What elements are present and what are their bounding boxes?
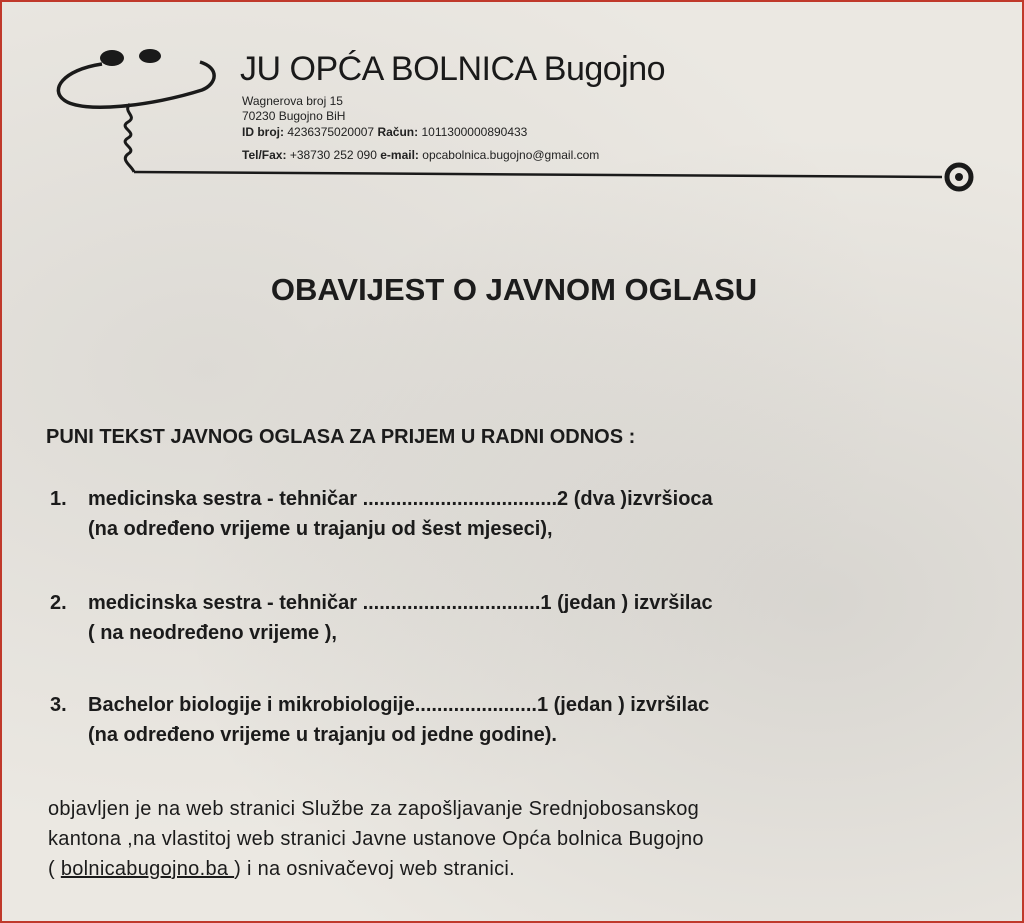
notice-subtitle: PUNI TEKST JAVNOG OGLASA ZA PRIJEM U RADNI ODNOS : bbox=[46, 426, 636, 448]
item-position: medicinska sestra - tehničar ................................1 (jedan ) izvršilac bbox=[88, 592, 713, 614]
item-position: Bachelor biologije i mikrobiologije......................1 (jedan ) izvršilac bbox=[88, 694, 710, 716]
id-label: ID broj: bbox=[242, 125, 284, 139]
contact-line bbox=[242, 149, 599, 162]
list-item bbox=[50, 588, 713, 648]
list-item bbox=[50, 484, 713, 544]
item-terms: (na određeno vrijeme u trajanju od jedne godine). bbox=[88, 724, 557, 746]
item-terms: (na određeno vrijeme u trajanju od šest mjeseci), bbox=[88, 518, 553, 540]
item-number: 3. bbox=[50, 694, 67, 716]
website-link[interactable]: bolnicabugojno.ba bbox=[60, 858, 235, 880]
email-value: opcabolnica.bugojno@gmail.com bbox=[422, 148, 600, 162]
item-position: medicinska sestra - tehničar ...................................2 (dva )izvršioca bbox=[88, 488, 713, 510]
footer-line-2: kantona ,na vlastitoj web stranici Javne ustanove Opća bolnica Bugojno bbox=[48, 828, 704, 850]
notice-title: OBAVIJEST O JAVNOM OGLASU bbox=[270, 272, 758, 307]
item-number: 2. bbox=[50, 592, 67, 614]
account-value: 1011300000890433 bbox=[421, 125, 528, 139]
id-value: 4236375020007 bbox=[287, 125, 375, 139]
address-line-1: Wagnerova broj 15 bbox=[242, 94, 343, 108]
account-label: Račun: bbox=[377, 125, 419, 139]
email-label: e-mail: bbox=[380, 148, 419, 162]
footer-paragraph bbox=[48, 794, 998, 884]
list-item bbox=[50, 690, 709, 750]
footer-line-3 bbox=[48, 854, 998, 884]
address-line-2: 70230 Bugojno BiH bbox=[242, 109, 346, 123]
phone-label: Tel/Fax: bbox=[242, 148, 287, 162]
footer-post: ) i na osnivačevoj web stranici. bbox=[234, 858, 515, 880]
item-number: 1. bbox=[50, 488, 67, 510]
item-terms: ( na neodređeno vrijeme ), bbox=[88, 622, 337, 644]
phone-value: +38730 252 090 bbox=[289, 148, 377, 162]
id-account-line bbox=[242, 126, 527, 139]
hospital-name: JU OPĆA BOLNICA Bugojno bbox=[240, 50, 666, 88]
footer-pre: ( bbox=[48, 858, 61, 880]
footer-line-1: objavljen je na web stranici Službe za zapošljavanje Srednjobosanskog bbox=[48, 798, 700, 820]
